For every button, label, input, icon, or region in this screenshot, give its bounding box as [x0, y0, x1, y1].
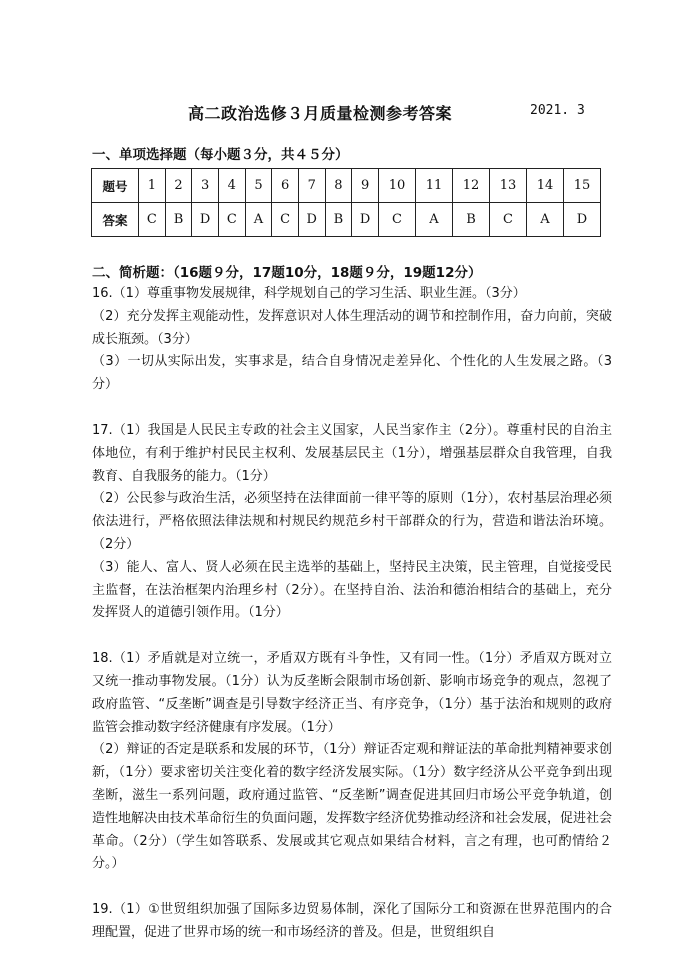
table-cell: 9	[352, 169, 379, 203]
table-cell: D	[564, 203, 601, 237]
table-cell: C	[218, 203, 245, 237]
q16-part2: （2）充分发挥主观能动性，发挥意识对人体生理活动的调节和控制作用，奋力向前，突破成长瓶颈。（3分）	[92, 308, 612, 347]
q17-part1: 17.（1）我国是人民民主专政的社会主义国家，人民当家作主（2分）。尊重村民的自治主体地位，有利于维护村民民主权利、发展基层民主（1分），增强基层群众自我管理，自我教育、自我服务的能力。（1分）	[92, 422, 612, 484]
table-cell: 12	[453, 169, 490, 203]
table-cell: 8	[325, 169, 352, 203]
q16-part3: （3）一切从实际出发，实事求是，结合自身情况走差异化、个性化的人生发展之路。（3分）	[92, 354, 612, 393]
row-label-number: 题号	[92, 169, 139, 203]
table-cell: 5	[245, 169, 272, 203]
answers-body	[92, 283, 612, 945]
table-row-answers	[92, 203, 601, 237]
table-cell: A	[527, 203, 564, 237]
table-cell: 7	[298, 169, 325, 203]
table-cell: A	[245, 203, 272, 237]
table-cell: C	[272, 203, 299, 237]
table-cell: 13	[490, 169, 527, 203]
document-date: 2021. 3	[530, 103, 585, 118]
table-cell: B	[453, 203, 490, 237]
section-1-heading: 一、单项选择题（每小题３分，共４５分）	[92, 147, 349, 163]
table-cell: 2	[165, 169, 192, 203]
paragraph-gap	[92, 625, 612, 648]
q18-part1: 18.（1）矛盾就是对立统一，矛盾双方既有斗争性，又有同一性。（1分）矛盾双方既对立又统一推动事物发展。（1分）认为反垄断会限制市场创新、影响市场竞争的观点，忽视了政府监管、“反垄断”调查是引导数字经济正当、有序竞争，（1分）基于法治和规则的政府监管会推动数字经济健康有序发展。（1分）	[92, 651, 612, 735]
table-cell: B	[325, 203, 352, 237]
table-cell: 4	[218, 169, 245, 203]
table-cell: D	[298, 203, 325, 237]
table-cell: 1	[139, 169, 166, 203]
answer-table	[91, 168, 601, 237]
paragraph-gap	[92, 397, 612, 420]
table-cell: D	[352, 203, 379, 237]
document-title: 高二政治选修３月质量检测参考答案	[188, 104, 453, 123]
table-cell: D	[192, 203, 219, 237]
table-row-numbers	[92, 169, 601, 203]
table-cell: B	[165, 203, 192, 237]
q16-part1: 16.（1）尊重事物发展规律，科学规划自己的学习生活、职业生涯。（3分）	[92, 286, 526, 301]
table-cell: C	[490, 203, 527, 237]
table-cell: C	[139, 203, 166, 237]
row-label-answer: 答案	[92, 203, 139, 237]
title-row	[0, 101, 692, 123]
table-cell: 10	[379, 169, 416, 203]
q17-part2: （2）公民参与政治生活，必须坚持在法律面前一律平等的原则（1分），农村基层治理必须依法进行，严格依照法律法规和村规民约规范乡村干部群众的行为，营造和谐法治环境。（2分）	[92, 491, 612, 552]
section-2-heading: 二、简析题：（16题９分，17题10分，18题９分，19题12分）	[92, 265, 482, 281]
q18-part2: （2）辩证的否定是联系和发展的环节，（1分）辩证否定观和辩证法的革命批判精神要求创新，（1分）要求密切关注变化着的数字经济发展实际。（1分）数字经济从公平竞争到出现垄断，滋生一系列问题，政府通过监管、“反垄断”调查促进其回归市场公平竞争轨道，创造性地解决由技术革命衍生的负面问题，发挥数字经济优势推动经济和社会发展，促进社会革命。（2分）（学生如答联系、发展或其它观点如果结合材料，言之有理，也可酌情给２分。）	[92, 742, 613, 872]
paragraph-gap	[92, 876, 612, 899]
table-cell: 3	[192, 169, 219, 203]
table-cell: 15	[564, 169, 601, 203]
table-cell: C	[379, 203, 416, 237]
q19-part1: 19.（1）①世贸组织加强了国际多边贸易体制，深化了国际分工和资源在世界范围内的合理配置，促进了世界市场的统一和市场经济的普及。但是，世贸组织自	[92, 902, 612, 940]
table-cell: 6	[272, 169, 299, 203]
table-cell: A	[416, 203, 453, 237]
table-cell: 14	[527, 169, 564, 203]
q17-part3: （3）能人、富人、贤人必须在民主选举的基础上，坚持民主决策，民主管理，自觉接受民主监督，在法治框架内治理乡村（2分）。在坚持自治、法治和德治相结合的基础上，充分发挥贤人的道德引领作用。（1分）	[92, 559, 612, 621]
table-cell: 11	[416, 169, 453, 203]
